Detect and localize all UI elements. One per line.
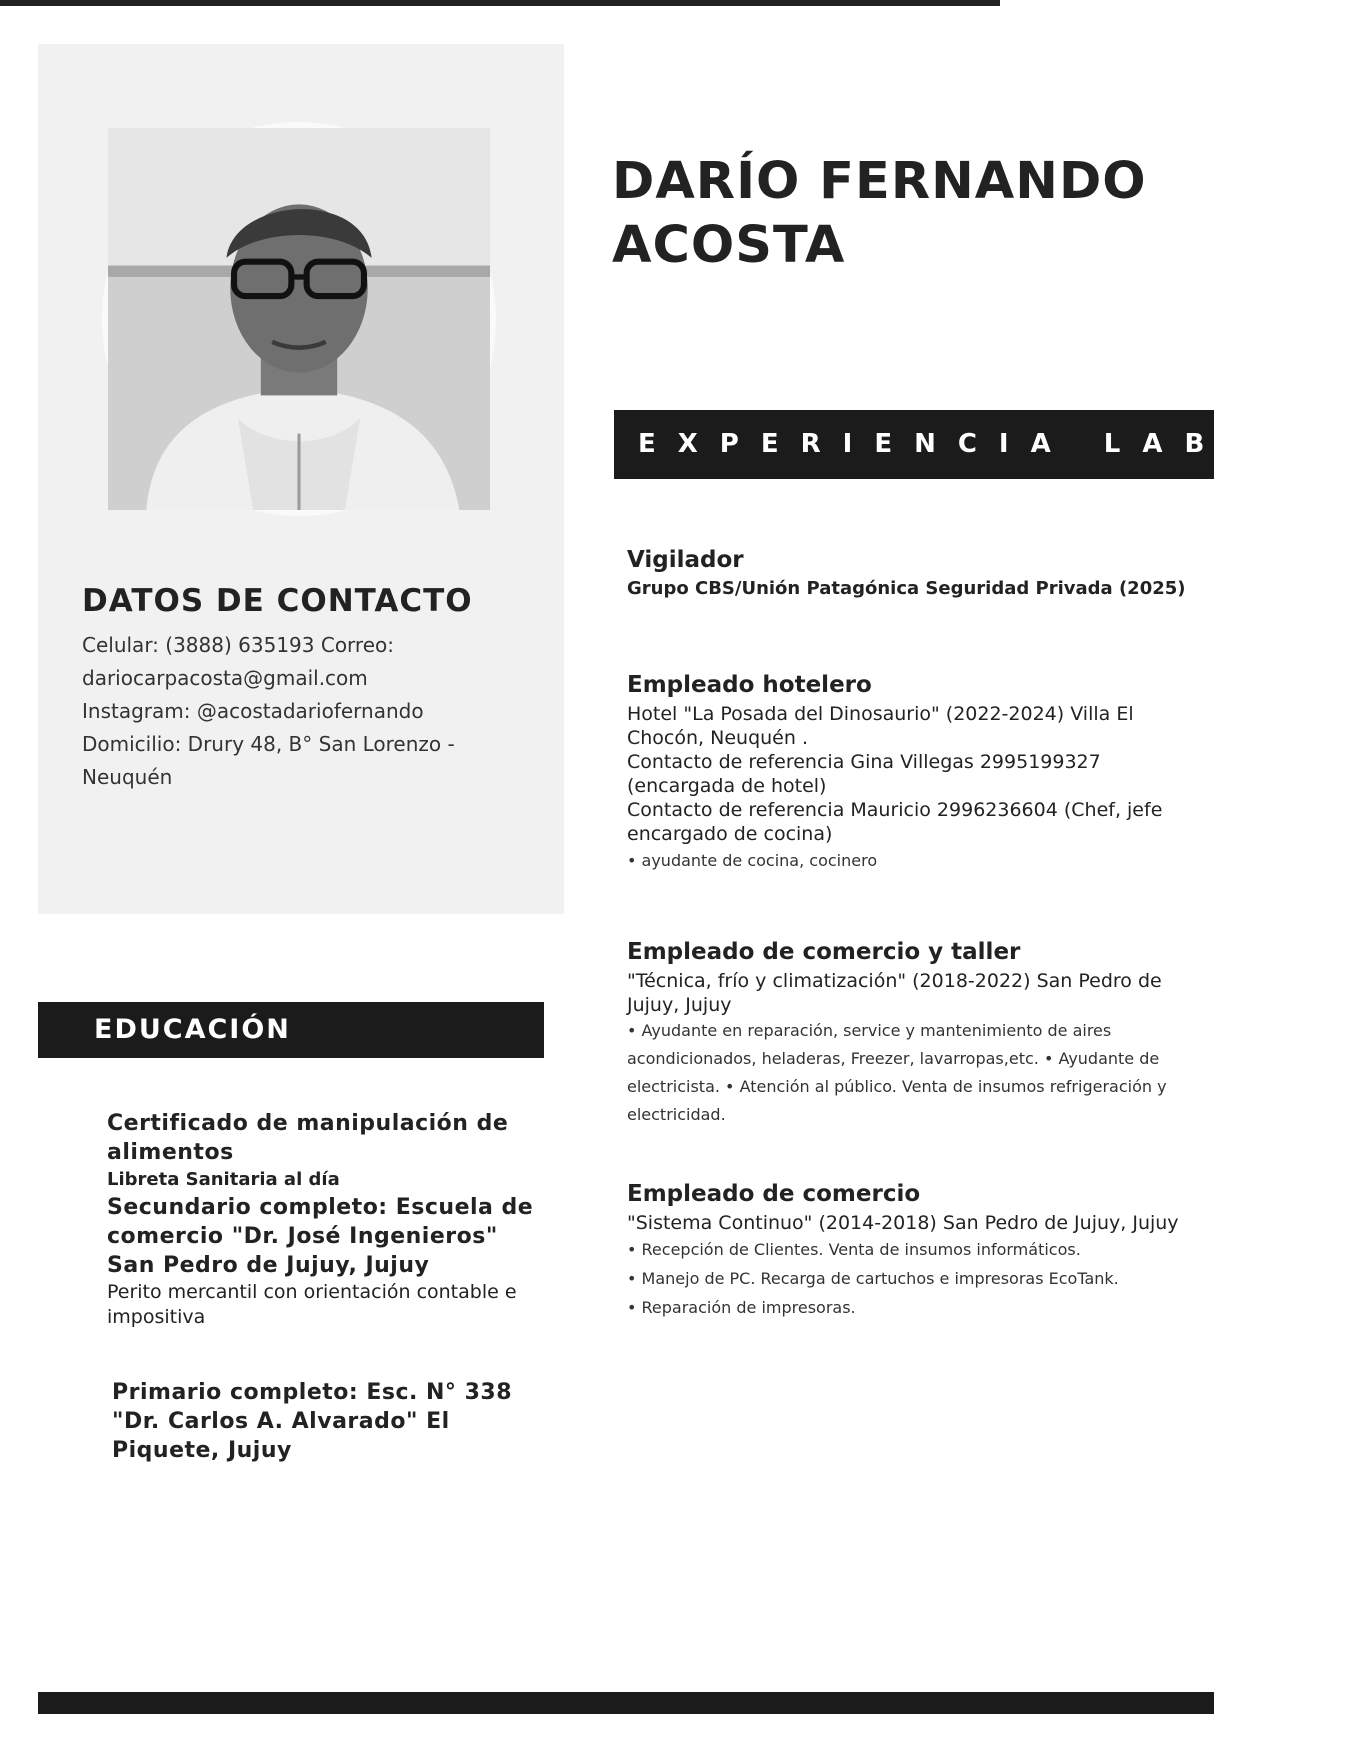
contact-line: Instagram: @acostadariofernando: [82, 699, 424, 723]
education-primary: [112, 1378, 552, 1465]
avatar-illustration: [108, 128, 490, 510]
education-heading-bar: [38, 1002, 544, 1058]
job-company: Grupo CBS/Unión Patagónica Seguridad Privada (2025): [627, 578, 1186, 599]
education-cert-sub: Libreta Sanitaria al día: [107, 1169, 340, 1190]
job-bullet: • Recepción de Clientes. Venta de insumos informáticos.: [627, 1240, 1081, 1259]
top-rule: [0, 0, 1000, 6]
contact-section: [82, 583, 542, 794]
job-line: "Sistema Continuo" (2014-2018) San Pedro de Jujuy, Jujuy: [627, 1212, 1179, 1234]
candidate-name: [612, 150, 1172, 278]
education-cert-title: Certificado de manipulación de alimentos: [107, 1111, 509, 1165]
contact-line: Domicilio: Drury 48, B° San Lorenzo -: [82, 732, 455, 756]
education-list: [107, 1109, 547, 1330]
job-line: Contacto de referencia Mauricio 2996236604 (Chef, jefe encargado de cocina): [627, 799, 1163, 845]
job-title: Empleado hotelero: [627, 672, 872, 698]
bottom-rule: [38, 1692, 1214, 1714]
job-bullet: • ayudante de cocina, cocinero: [627, 851, 878, 870]
name-line-2: ACOSTA: [612, 216, 846, 275]
job-line: Hotel "La Posada del Dinosaurio" (2022-2024) Villa El Chocón, Neuquén .: [627, 703, 1134, 749]
education-secondary-detail: Perito mercantil con orientación contable e impositiva: [107, 1281, 517, 1328]
job-title: Empleado de comercio y taller: [627, 939, 1021, 965]
contact-line: dariocarpacosta@gmail.com: [82, 666, 368, 690]
job-comercio-taller: [627, 938, 1187, 1129]
job-bullet: • Reparación de impresoras.: [627, 1298, 856, 1317]
contact-heading: DATOS DE CONTACTO: [82, 583, 473, 619]
job-description: • Ayudante en reparación, service y mantenimiento de aires acondicionados, heladeras, Freezer, lavarropas,etc. • Ayudante de electricista. • Atención al público. Venta de insumos refrigeración y electricidad.: [627, 1021, 1167, 1124]
job-title: Vigilador: [627, 547, 744, 573]
job-vigilador: [627, 546, 1187, 601]
job-comercio: [627, 1180, 1187, 1322]
education-heading: EDUCACIÓN: [94, 1014, 291, 1045]
name-line-1: DARÍO FERNANDO: [612, 152, 1147, 211]
job-line: "Técnica, frío y climatización" (2018-2022) San Pedro de Jujuy, Jujuy: [627, 970, 1162, 1016]
job-bullet: • Manejo de PC. Recarga de cartuchos e impresoras EcoTank.: [627, 1269, 1119, 1288]
job-line: Contacto de referencia Gina Villegas 2995199327 (encargada de hotel): [627, 751, 1101, 797]
job-title: Empleado de comercio: [627, 1181, 921, 1207]
contact-line: Celular: (3888) 635193 Correo:: [82, 633, 394, 657]
job-hotelero: [627, 671, 1187, 875]
experience-heading-bar: [614, 410, 1355, 479]
education-primary-title: Primario completo: Esc. N° 338 "Dr. Carlos A. Alvarado" El Piquete, Jujuy: [112, 1380, 512, 1463]
contact-line: Neuquén: [82, 765, 173, 789]
experience-heading: EXPERIENCIA LABORA: [638, 429, 1355, 459]
profile-photo: [108, 128, 490, 510]
education-secondary-title: Secundario completo: Escuela de comercio "Dr. José Ingenieros" San Pedro de Jujuy, Jujuy: [107, 1195, 534, 1278]
